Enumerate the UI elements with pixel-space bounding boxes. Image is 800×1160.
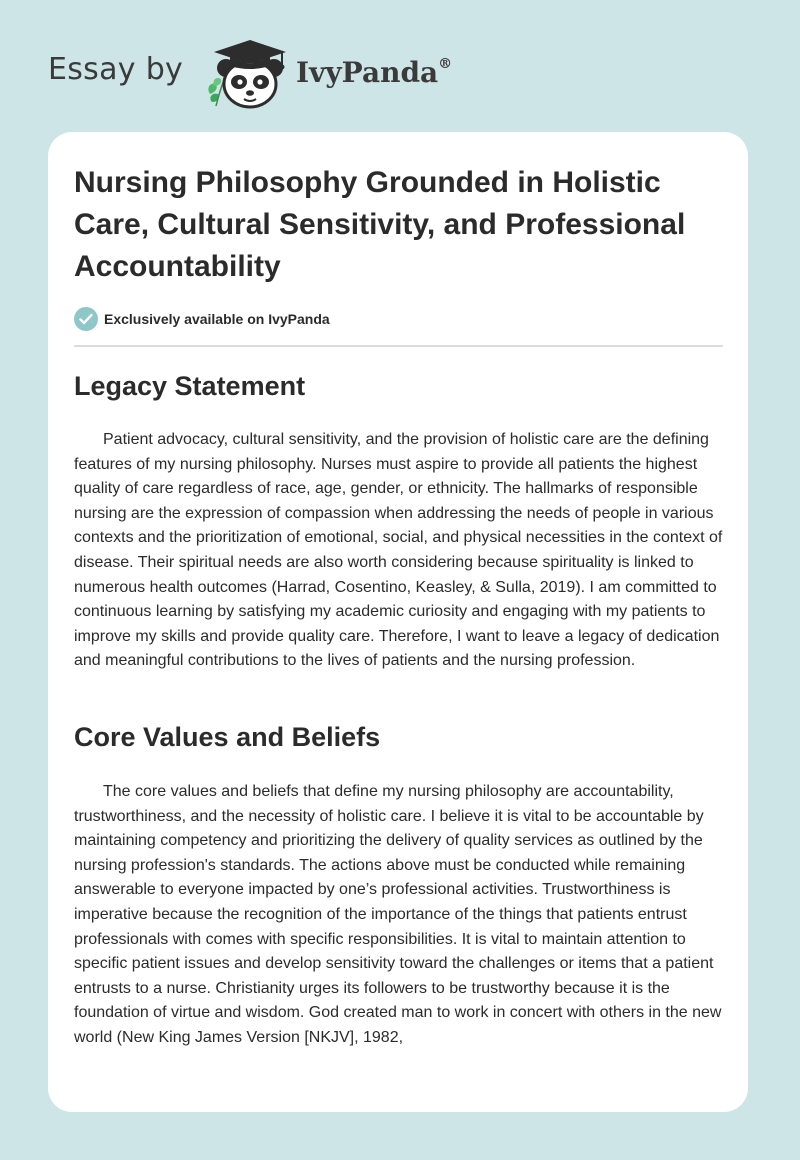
brand-name[interactable] xyxy=(296,56,452,89)
exclusive-badge xyxy=(74,306,330,332)
section-paragraph-core-values: The core values and beliefs that define my nursing philosophy are accountability, trustworthiness, and the necessity of holistic care. I believe it is vital to be accountable by maintaining competency and prioritizing the delivery of quality services as outlined by the nursing profession's standards. The actions above must be conducted while remaining answerable to everyone impacted by one’s professional activities. Trustworthiness is imperative because the recognition of the importance of the things that patients entrust professionals with comes with specific responsibilities. It is vital to maintain attention to specific patient issues and develop sensitivity toward the challenges or items that a patient entrusts to a nurse. Christianity urges its followers to be trustworthy because it is the foundation of virtue and wisdom. God created man to work in concert with others in the new world (New King James Version [NKJV], 1982, xyxy=(74,783,722,1046)
essay-card xyxy=(48,132,748,1112)
registered-mark: ® xyxy=(438,55,453,72)
brand-text: IvyPanda xyxy=(296,56,439,89)
section-paragraph-legacy: Patient advocacy, cultural sensitivity, and the provision of holistic care are the defining features of my nursing philosophy. Nurses must aspire to provide all patients the highest quality of care regardless of race, age, gender, or ethnicity. The hallmarks of responsible nursing are the expression of compassion when addressing the needs of people in various contexts and the prioritization of emotional, social, and physical necessities in the context of disease. Their spiritual needs are also worth considering because spirituality is linked to numerous health outcomes (Harrad, Cosentino, Keasley, & Sulla, 2019). I am committed to continuous learning by satisfying my academic curiosity and engaging with my patients to improve my skills and provide quality care. Therefore, I want to leave a legacy of dedication and meaningful contributions to the lives of patients and the nursing profession. xyxy=(74,431,723,670)
title-divider xyxy=(74,345,723,347)
essay-title: Nursing Philosophy Grounded in Holistic Care, Cultural Sensitivity, and Professional Accountability xyxy=(74,166,686,283)
site-header xyxy=(48,36,548,116)
section-heading-legacy: Legacy Statement xyxy=(74,371,306,401)
essay-by-label: Essay by xyxy=(48,52,184,87)
check-icon xyxy=(74,307,98,331)
section-heading-core-values: Core Values and Beliefs xyxy=(74,722,381,752)
panda-logo-icon[interactable] xyxy=(202,36,294,110)
exclusive-label: Exclusively available on IvyPanda xyxy=(104,311,330,327)
